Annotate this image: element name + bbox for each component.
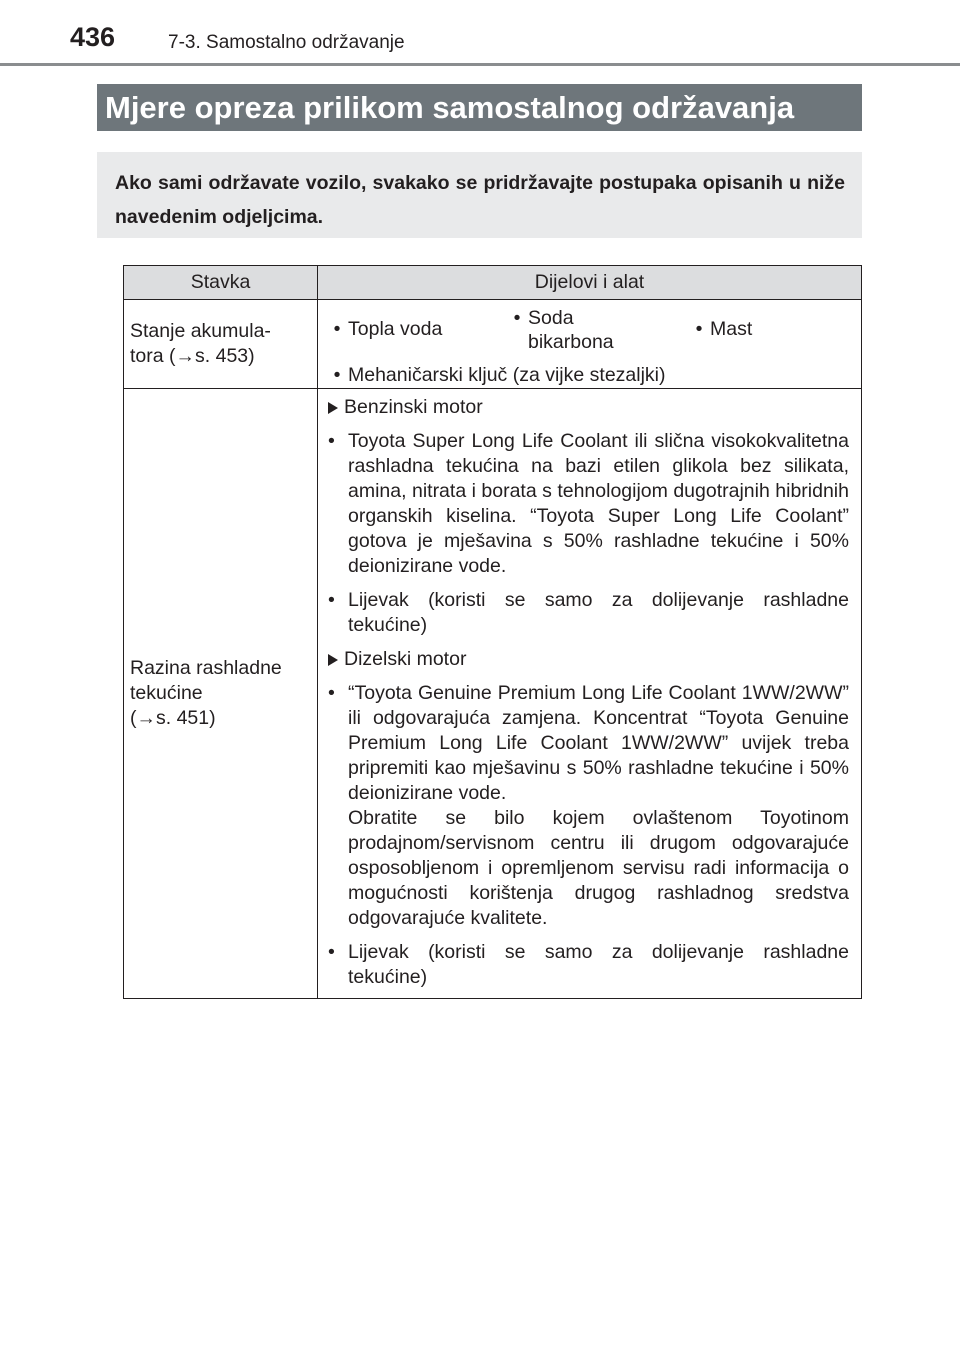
diesel-funnel-bullet: • Lijevak (koristi se samo za dolijevanje rashladne tekućine) <box>326 940 849 990</box>
battery-part-wrench: • Mehaničarski ključ (za vijke stezaljki) <box>333 364 666 386</box>
column-header-parts: Dijelovi i alat <box>318 266 862 300</box>
title-bar <box>97 84 862 131</box>
diesel-coolant-text-1: • “Toyota Genuine Premium Long Life Coolant 1WW/2WW” ili odgovarajuća zamjena. Koncentrat “Toyota Genuine Premium Long Life Coolant 1WW/2WW” uvijek treba pripremiti kao mješavinu s 50% rashladne tekućine i 50% deionizirane vode. <box>348 682 849 804</box>
triangle-marker-icon <box>328 654 338 666</box>
diesel-coolant-text-2: Obratite se bilo kojem ovlaštenom Toyotinom prodajnom/servisnom centru ili drugom odgovarajuće osposobljenom i opremljenom servisu radi informacija o mogućnosti korištenja drugog rashladnog sredstva odgovarajuće kvalitete. <box>348 807 849 929</box>
page-number: 436 <box>70 22 116 52</box>
diesel-engine-heading <box>326 647 849 672</box>
table-row-coolant <box>124 389 862 999</box>
page-title: Mjere opreza prilikom samostalnog održavanja <box>105 90 795 125</box>
battery-item-label-1: Stanje akumula- <box>130 320 271 342</box>
column-header-item: Stavka <box>124 266 318 300</box>
diesel-coolant-bullet <box>326 681 849 931</box>
coolant-parts-cell <box>318 389 862 999</box>
page-header <box>0 0 960 62</box>
battery-part-soda-label-1: Soda <box>528 307 574 329</box>
battery-parts-cell <box>318 300 862 389</box>
coolant-item-cell <box>124 389 318 999</box>
table-header-row <box>124 266 862 300</box>
table-row-battery <box>124 300 862 389</box>
petrol-engine-heading <box>326 395 849 420</box>
battery-part-wrench-label: Mehaničarski ključ (za vijke stezaljki) <box>348 364 666 386</box>
coolant-item-label-3: (→s. 451) <box>130 707 216 729</box>
battery-part-grease: • Mast <box>695 318 753 340</box>
coolant-item-label-1: Razina rashladne <box>130 657 282 679</box>
petrol-coolant-bullet: • Toyota Super Long Life Coolant ili slična visokokvalitetna rashladna tekućina na bazi etilen glikola bez silikata, amina, nitrata i borata s tehnologijom dugotrajnih hibridnih organskih kiselina. “Toyota Super Long Life Coolant” gotova je mješavina s 50% rashladne tekućine i 50% deionizirane vode. <box>326 429 849 579</box>
triangle-marker-icon <box>328 402 338 414</box>
battery-part-soda-label-2: bikarbona <box>528 331 614 353</box>
section-reference: 7-3. Samostalno održavanje <box>168 32 405 53</box>
diesel-engine-heading-label: Dizelski motor <box>344 648 467 670</box>
battery-part-soda: • Soda bikarbona <box>513 307 614 353</box>
battery-item-cell <box>124 300 318 389</box>
header-divider <box>0 63 960 66</box>
petrol-funnel-bullet: • Lijevak (koristi se samo za dolijevanje rashladne tekućine) <box>326 588 849 638</box>
battery-part-grease-label: Mast <box>710 318 753 340</box>
coolant-item-label-2: tekućine <box>130 682 203 704</box>
battery-part-water: • Topla voda <box>333 318 443 340</box>
battery-part-water-label: Topla voda <box>348 318 443 340</box>
battery-item-label-2: tora (→s. 453) <box>130 345 255 367</box>
parts-table <box>123 265 862 999</box>
intro-box <box>97 152 862 238</box>
petrol-engine-heading-label: Benzinski motor <box>344 396 483 418</box>
intro-text: Ako sami održavate vozilo, svakako se pridržavajte postupaka opisanih u niže navedenim odjeljcima. <box>115 172 845 228</box>
